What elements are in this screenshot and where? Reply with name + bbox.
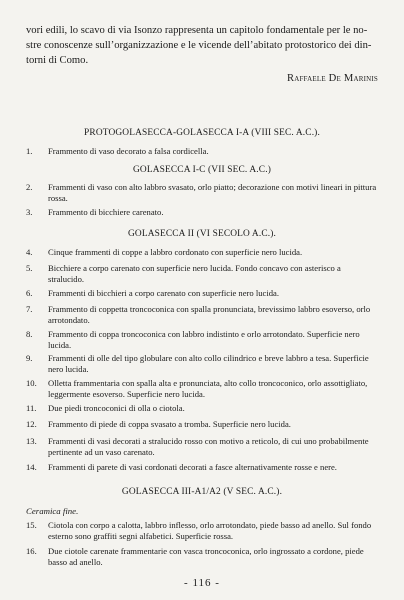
- item-number: 4.: [26, 247, 33, 257]
- catalog-item: [26, 436, 378, 458]
- item-number: 11.: [26, 403, 37, 413]
- catalog-item: [26, 146, 378, 157]
- catalog-item: [26, 329, 378, 351]
- item-text: Bicchiere a corpo carenato con superficie nero lucida. Fondo concavo con asterisco a stralucido.: [48, 263, 341, 285]
- item-text: Olletta frammentaria con spalla alta e pronunciata, alto collo troncoconico, orlo assottigliato, leggermente esoverso. Superficie nero lucida.: [48, 378, 368, 400]
- catalog-item: [26, 207, 378, 218]
- page-number: - 116 -: [184, 577, 220, 589]
- item-number: 8.: [26, 329, 33, 339]
- intro-paragraph: [26, 23, 378, 68]
- catalog-item: [26, 520, 378, 542]
- catalog-item: [26, 247, 378, 258]
- item-text: Cinque frammenti di coppe a labbro cordonato con superficie nero lucida.: [48, 247, 303, 257]
- catalog-item: [26, 288, 378, 299]
- catalog-item: [26, 182, 378, 204]
- item-number: 15.: [26, 520, 37, 530]
- item-number: 14.: [26, 462, 37, 472]
- item-text: Frammenti di olle del tipo globulare con alto collo cilindrico e breve labbro a tesa. Superficie nero lucida.: [48, 353, 369, 375]
- item-text: Frammento di bicchiere carenato.: [48, 207, 164, 217]
- section-heading: GOLASECCA III-A1/A2 (V SEC. A.C.).: [121, 487, 283, 497]
- catalog-item: [26, 419, 378, 430]
- section-heading: GOLASECCA II (VI SECOLO A.C.).: [128, 229, 276, 239]
- item-text: Due ciotole carenate frammentarie con vasca troncoconica, orlo ingrossato a cordone, piede basso ad anello.: [48, 546, 364, 568]
- intro-line: vori edili, lo scavo di via Isonzo rappresenta un capitolo fondamentale per le no-: [26, 25, 368, 36]
- author-signature: Raffaele De Marinis: [286, 73, 378, 84]
- item-number: 10.: [26, 378, 37, 388]
- item-text: Frammenti di vaso con alto labbro svasato, orlo piatto; decorazione con motivi lineari in pittura rossa.: [48, 182, 377, 204]
- item-text: Frammenti di bicchieri a corpo carenato con superficie nero lucida.: [48, 288, 279, 298]
- catalog-item: [26, 304, 378, 326]
- section-subheading: Ceramica fine.: [26, 506, 79, 516]
- item-text: Frammento di coppetta troncoconica con spalla pronunciata, brevissimo labbro esoverso, orlo arrotondato.: [48, 304, 371, 326]
- item-text: Frammento di coppa troncoconica con labbro indistinto e orlo arrotondato. Superficie nero lucida.: [48, 329, 360, 351]
- item-number: 5.: [26, 263, 33, 273]
- item-number: 7.: [26, 304, 33, 314]
- item-text: Frammento di vaso decorato a falsa cordicella.: [48, 146, 209, 156]
- item-text: Frammenti di vasi decorati a stralucido rosso con motivo a reticolo, di cui uno probabilmente pertinente ad un vaso carenato.: [48, 436, 369, 458]
- item-number: 12.: [26, 419, 37, 429]
- item-number: 2.: [26, 182, 33, 192]
- item-text: Frammento di piede di coppa svasato a tromba. Superficie nero lucida.: [48, 419, 291, 429]
- item-number: 6.: [26, 288, 33, 298]
- catalog-item: [26, 403, 378, 414]
- catalog-item: [26, 263, 378, 285]
- catalog-item: [26, 378, 378, 400]
- item-text: Frammenti di parete di vasi cordonati decorati a fasce alternativamente rosse e nere.: [48, 462, 337, 472]
- item-text: Ciotola con corpo a calotta, labbro inflesso, orlo arrotondato, piede basso ad anello. Sul fondo esterno sono graffiti segni alfabetici. Superficie rossa.: [48, 520, 372, 542]
- catalog-item: [26, 353, 378, 375]
- catalog-item: [26, 546, 378, 568]
- intro-line: torni di Como.: [26, 55, 89, 66]
- item-number: 16.: [26, 546, 37, 556]
- section-heading: PROTOGOLASECCA-GOLASECCA I-A (VIII SEC. A.C.).: [84, 128, 320, 138]
- intro-line: stre conoscenze sull’organizzazione e le vicende dell’abitato protostorico dei din-: [26, 40, 372, 51]
- item-number: 13.: [26, 436, 37, 446]
- item-number: 1.: [26, 146, 33, 156]
- item-number: 9.: [26, 353, 33, 363]
- item-text: Due piedi troncoconici di olla o ciotola.: [48, 403, 185, 413]
- catalog-item: [26, 462, 378, 473]
- section-heading: GOLASECCA I-C (VII SEC. A.C.): [133, 165, 271, 175]
- item-number: 3.: [26, 207, 33, 217]
